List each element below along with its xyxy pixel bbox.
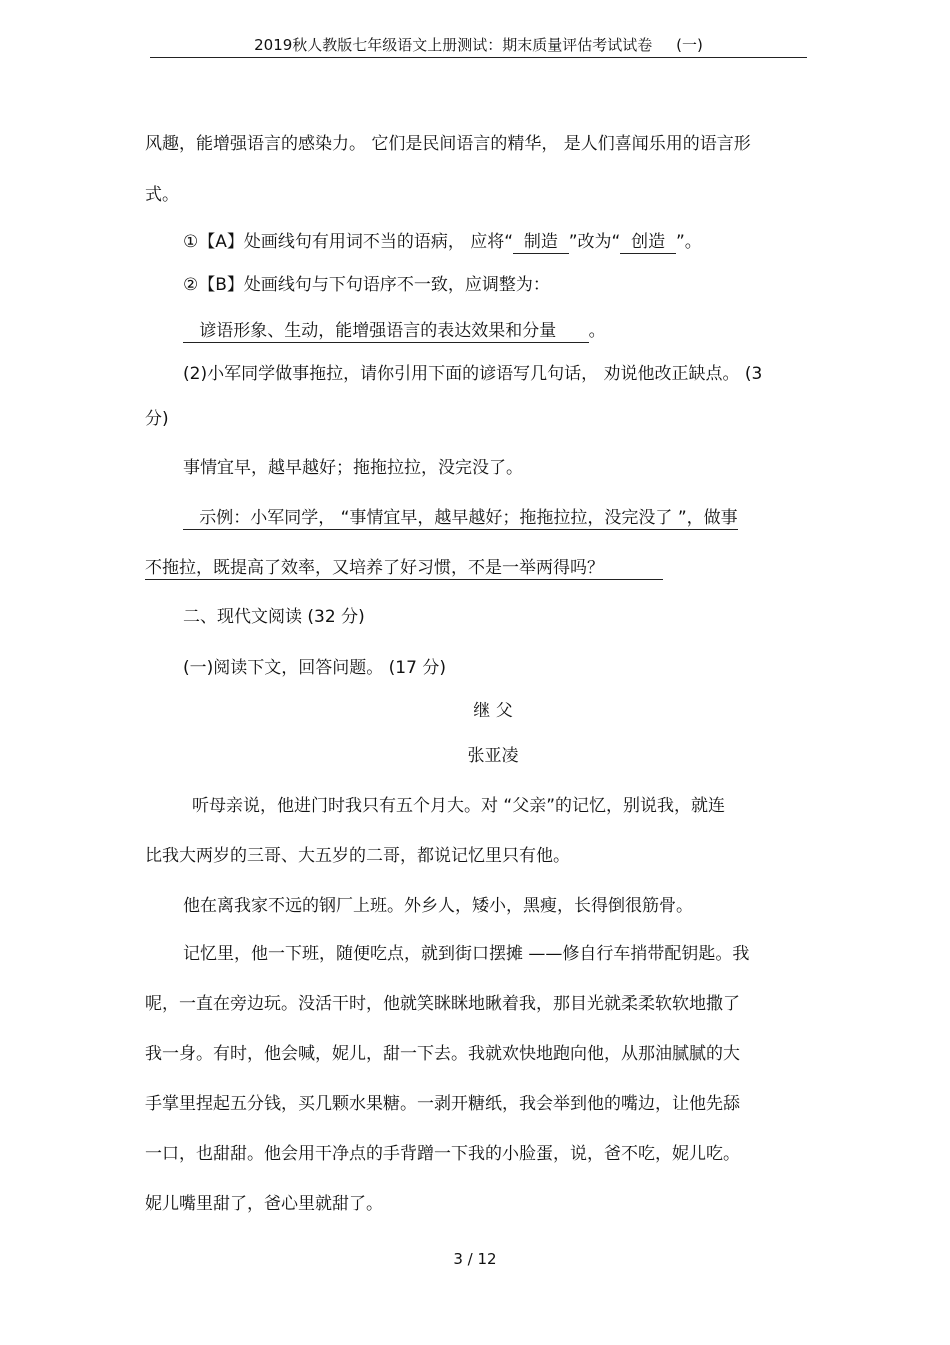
header-title: 2019秋人教版七年级语文上册测试：期末质量评估考试试卷 xyxy=(254,36,653,54)
story-author: 张亚凌 xyxy=(467,746,519,766)
paragraph-line: 风趣，能增强语言的感染力。 它们是民间语言的精华， 是人们喜闻乐用的语言形 xyxy=(145,134,751,154)
q1-answer-2: 创造 xyxy=(631,232,666,252)
header-rule xyxy=(150,57,807,58)
question-2-answer xyxy=(183,320,606,342)
story-line: 手掌里捏起五分钱，买几颗水果糖。一剥开糖纸，我会举到他的嘴边，让他先舔 xyxy=(145,1094,740,1114)
question-3: (2)小军同学做事拖拉，请你引用下面的谚语写几句话， 劝说他改正缺点。 (3 xyxy=(183,364,763,384)
story-line: 比我大两岁的三哥、大五岁的二哥，都说记忆里只有他。 xyxy=(145,846,570,866)
story-line: 他在离我家不远的钢厂上班。外乡人，矮小，黑瘦，长得倒很筋骨。 xyxy=(183,896,693,916)
example-answer-2 xyxy=(145,558,663,580)
reading-instruction: (一)阅读下文，回答问题。 (17 分) xyxy=(183,658,446,678)
q1-suffix: ”。 xyxy=(675,232,702,252)
page-number: 3 / 12 xyxy=(453,1250,497,1268)
example-text-1: 示例：小军同学， “事情宜早，越早越好；拖拖拉拉，没完没了 ”，做事 xyxy=(199,508,738,528)
proverb-line: 事情宜早，越早越好；拖拖拉拉，没完没了。 xyxy=(183,458,523,478)
example-answer-1 xyxy=(183,508,738,530)
question-3-cont: 分) xyxy=(145,409,169,429)
story-title: 继 父 xyxy=(473,701,513,721)
story-line: 听母亲说，他进门时我只有五个月大。对 “父亲”的记忆，别说我，就连 xyxy=(192,796,726,816)
question-1 xyxy=(183,231,702,253)
story-line: 我一身。有时，他会喊，妮儿，甜一下去。我就欢快地跑向他，从那油腻腻的大 xyxy=(145,1044,740,1064)
paragraph-line: 式。 xyxy=(145,185,179,205)
q2-end: 。 xyxy=(588,321,606,341)
question-2: ②【B】处画线句与下句语序不一致，应调整为： xyxy=(183,275,550,295)
q1-answer-blank-2 xyxy=(620,232,676,254)
q1-answer-1: 制造 xyxy=(523,232,558,252)
example-answer-line-2 xyxy=(145,557,663,579)
story-line: 记忆里，他一下班，随便吃点，就到街口摆摊 ——修自行车捎带配钥匙。我 xyxy=(183,944,750,964)
q2-answer-blank xyxy=(183,321,589,343)
story-line: 一口，也甜甜。他会用干净点的手背蹭一下我的小脸蛋，说，爸不吃，妮儿吃。 xyxy=(145,1144,740,1164)
header-volume: (一) xyxy=(676,36,703,54)
story-line: 呢，一直在旁边玩。没活干时，他就笑眯眯地瞅着我，那目光就柔柔软软地撒了 xyxy=(145,994,740,1014)
page-header xyxy=(150,34,807,55)
example-answer-line-1 xyxy=(183,507,738,529)
story-line: 妮儿嘴里甜了，爸心里就甜了。 xyxy=(145,1194,383,1214)
q2-answer: 谚语形象、生动，能增强语言的表达效果和分量 xyxy=(199,321,557,341)
section-heading: 二、现代文阅读 (32 分) xyxy=(183,607,365,627)
example-text-2: 不拖拉，既提高了效率，又培养了好习惯，不是一举两得吗？ xyxy=(145,558,604,578)
q1-prefix: ①【A】处画线句有用词不当的语病， 应将“ xyxy=(183,232,514,252)
q1-answer-blank-1 xyxy=(513,232,569,254)
q1-middle: ”改为“ xyxy=(568,232,621,252)
